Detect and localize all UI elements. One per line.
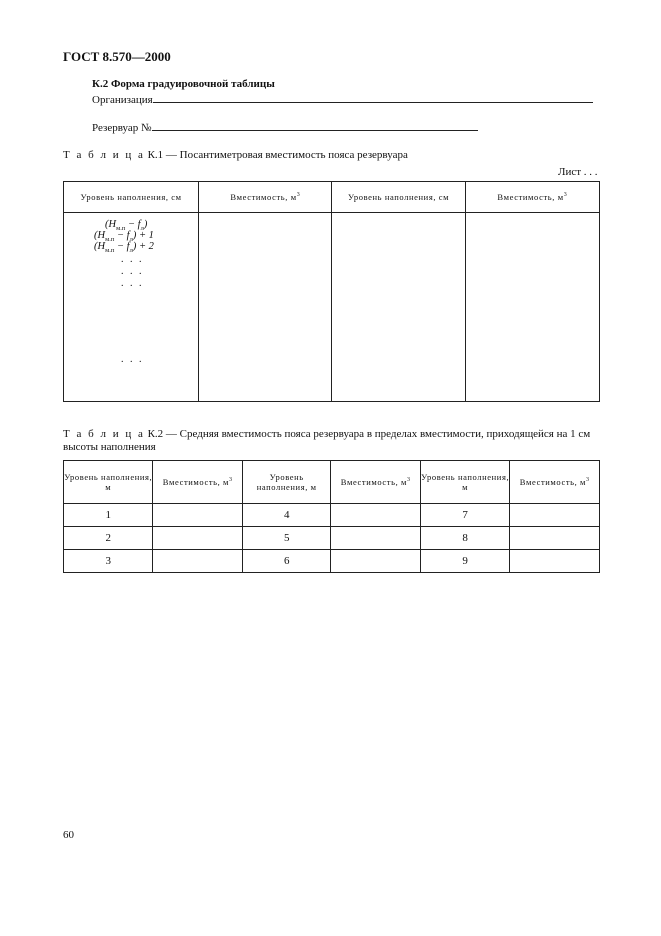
reservoir-field	[92, 121, 478, 134]
t2-level-cell: 3	[64, 550, 153, 573]
ellipsis-3: . . .	[121, 278, 144, 289]
t2-header-level-2: Уровень наполнения, м	[242, 461, 330, 504]
t2-level-cell: 4	[242, 504, 330, 527]
table-row	[64, 504, 600, 527]
t2-capacity-cell[interactable]	[331, 550, 421, 573]
t2-capacity-cell[interactable]	[510, 527, 600, 550]
t1-body-capacity-1[interactable]	[199, 213, 332, 402]
ellipsis-2: . . .	[121, 266, 144, 277]
t2-header-capacity-2: Вместимость, $м^3$	[331, 461, 421, 504]
reservoir-blank[interactable]	[152, 121, 478, 131]
t2-capacity-cell[interactable]	[153, 527, 243, 550]
t1-header-capacity-2: Вместимость, $м^3$	[465, 182, 599, 213]
t2-level-cell: 5	[242, 527, 330, 550]
ellipsis-1: . . .	[121, 254, 144, 265]
ellipsis-4: . . .	[121, 354, 144, 365]
table2-caption-line2: высоты наполнения	[63, 441, 156, 453]
table1-caption-text: К.1 — Посантиметровая вместимость пояса резервуара	[144, 149, 408, 161]
table1-caption-prefix: Т а б л и ц а	[63, 149, 145, 161]
t1-header-capacity-1: Вместимость, $м^3$	[199, 182, 332, 213]
t2-header-capacity-1: Вместимость, $м^3$	[153, 461, 243, 504]
organization-blank[interactable]	[153, 93, 593, 103]
t2-header-level-1: Уровень наполнения, м	[64, 461, 153, 504]
t2-capacity-cell[interactable]	[331, 527, 421, 550]
t2-header-level-3: Уровень наполнения, м	[420, 461, 509, 504]
organization-field	[92, 93, 593, 106]
t2-level-cell: 6	[242, 550, 330, 573]
t2-capacity-cell[interactable]	[153, 504, 243, 527]
t2-level-cell: 1	[64, 504, 153, 527]
t2-capacity-cell[interactable]	[153, 550, 243, 573]
page-number: 60	[63, 829, 74, 841]
formula-row-1: $(H_{м.п} - f_л)$	[105, 219, 148, 233]
t2-level-cell: 9	[420, 550, 509, 573]
organization-label: Организация	[92, 94, 153, 106]
table-row	[64, 550, 600, 573]
t2-level-cell: 2	[64, 527, 153, 550]
t2-capacity-cell[interactable]	[510, 504, 600, 527]
table2	[63, 460, 600, 573]
t2-level-cell: 7	[420, 504, 509, 527]
reservoir-label: Резервуар №	[92, 122, 152, 134]
t2-header-capacity-3: Вместимость, $м^3$	[510, 461, 600, 504]
section-title: К.2 Форма градуировочной таблицы	[92, 78, 275, 90]
t2-level-cell: 8	[420, 527, 509, 550]
table2-caption	[63, 428, 590, 440]
t2-capacity-cell[interactable]	[331, 504, 421, 527]
table2-caption-prefix: Т а б л и ц а	[63, 428, 145, 440]
t1-header-level-2: Уровень наполнения, см	[332, 182, 465, 213]
formula-row-3: $(H_{м.п} - f_л) + 2$	[94, 241, 154, 255]
standard-code: ГОСТ 8.570—2000	[63, 49, 171, 64]
sheet-label: Лист . . .	[558, 166, 598, 178]
table1	[63, 181, 600, 402]
t1-body-level-2[interactable]	[332, 213, 465, 402]
t1-header-level-1: Уровень наполнения, см	[64, 182, 199, 213]
t1-body-capacity-2[interactable]	[465, 213, 599, 402]
table2-caption-text: К.2 — Средняя вместимость пояса резервуара в пределах вместимости, приходящейся на 1 см	[144, 428, 591, 440]
formula-row-2: $(H_{м.п} - f_л) + 1$	[94, 230, 154, 244]
t2-capacity-cell[interactable]	[510, 550, 600, 573]
table1-caption	[63, 149, 408, 161]
table-row	[64, 527, 600, 550]
